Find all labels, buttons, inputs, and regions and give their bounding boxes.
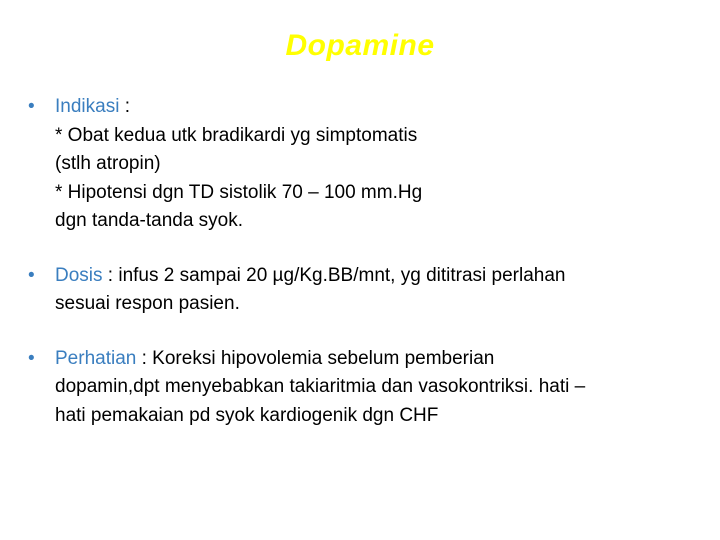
bullet-line: sesuai respon pasien. bbox=[55, 293, 240, 314]
bullet-separator: : bbox=[119, 96, 130, 117]
bullet-separator: : infus 2 sampai 20 µg/Kg.BB/mnt, yg dititrasi perlahan bbox=[102, 264, 566, 286]
bullet-icon: • bbox=[28, 264, 35, 286]
bullet-icon: • bbox=[28, 96, 35, 117]
bullet-heading-line bbox=[55, 93, 700, 122]
bullet-line: hati pemakaian pd syok kardiogenik dgn CHF bbox=[55, 404, 439, 426]
slide-title: Dopamine bbox=[285, 29, 435, 62]
bullet-keyword: Perhatian bbox=[55, 347, 137, 369]
bullet-line: * Obat kedua utk bradikardi yg simptomatis bbox=[55, 124, 418, 146]
bullet-line: dopamin,dpt menyebabkan takiaritmia dan vasokontriksi. hati – bbox=[55, 376, 586, 397]
bullet-icon: • bbox=[28, 347, 35, 369]
bullet-item-dosis bbox=[28, 262, 700, 319]
bullet-heading-line bbox=[55, 345, 700, 374]
bullet-list bbox=[28, 93, 700, 430]
bullet-item-indikasi bbox=[28, 93, 700, 236]
bullet-line: dgn tanda-tanda syok. bbox=[55, 210, 244, 231]
bullet-item-perhatian bbox=[28, 345, 700, 431]
bullet-keyword: Indikasi bbox=[55, 96, 120, 117]
bullet-line: (stlh atropin) bbox=[55, 153, 161, 174]
bullet-line: * Hipotensi dgn TD sistolik 70 – 100 mm.Hg bbox=[55, 181, 423, 203]
bullet-heading-line bbox=[55, 262, 700, 291]
bullet-keyword: Dosis bbox=[55, 264, 103, 286]
bullet-separator: : Koreksi hipovolemia sebelum pemberian bbox=[136, 347, 495, 369]
